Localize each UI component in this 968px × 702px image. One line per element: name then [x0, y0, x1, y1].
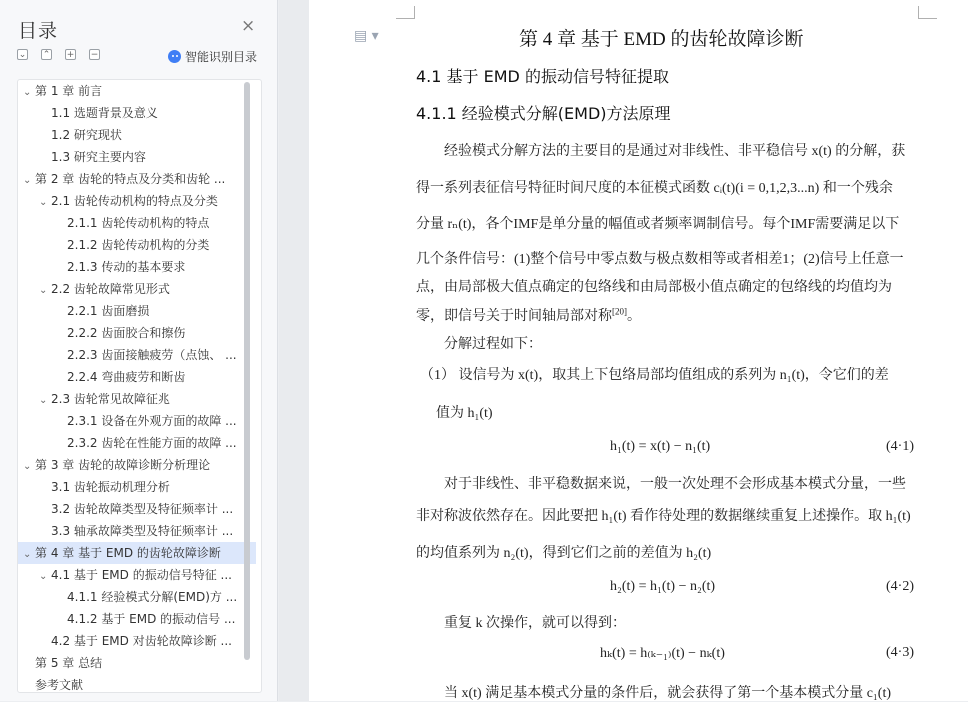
add-heading-icon[interactable]: + — [66, 50, 75, 60]
equation: hₖ(t) = h₍ₖ₋₁₎(t) − nₖ(t) — [600, 646, 725, 661]
toc-item[interactable] — [18, 608, 256, 630]
toc-item-label: 2.1.3 传动的基本要求 — [67, 260, 186, 274]
toc-item-label: 第 5 章 总结 — [35, 656, 103, 670]
toc-item-label: 2.2.3 齿面接触疲劳（点蚀、 ... — [67, 348, 237, 362]
ai-toc-button[interactable] — [168, 48, 257, 65]
paragraph-line: 得一系列表征信号特征时间尺度的本征模式函数 cᵢ(t)(i = 0,1,2,3...n) 和一个残余 — [416, 181, 893, 196]
toc-item[interactable] — [18, 432, 256, 454]
paragraph-text: 零，即信号关于时间轴局部对称 — [416, 309, 612, 324]
chevron-down-icon[interactable]: ⌄ — [39, 197, 48, 208]
citation-ref[interactable]: [20] — [612, 306, 627, 317]
equation: h₂(t) = h₁(t) − n₂(t) — [610, 579, 716, 594]
ai-robot-icon — [168, 50, 181, 63]
chevron-down-icon[interactable]: ⌄ — [23, 87, 32, 98]
paragraph-line: 分解过程如下： — [444, 337, 542, 352]
toc-scrollbar[interactable] — [244, 82, 250, 660]
toc-item[interactable] — [18, 278, 256, 300]
toc-item[interactable] — [18, 366, 256, 388]
section-heading: 4.1 基于 EMD 的振动信号特征提取 — [416, 67, 669, 86]
paragraph-line: 点，由局部极大值点确定的包络线和由局部极小值点确定的包络线的均值均为 — [416, 280, 892, 295]
toc-item[interactable] — [18, 146, 256, 168]
collapse-all-icon[interactable]: ⌄ — [18, 50, 27, 60]
equation: h₁(t) = x(t) − n₁(t) — [610, 439, 711, 454]
page-corner-mark-left — [396, 6, 415, 19]
paragraph-line: 对于非线性、非平稳数据来说，一般一次处理不会形成基本模式分量，一些 — [444, 477, 906, 492]
toc-item[interactable] — [18, 124, 256, 146]
chevron-down-icon[interactable]: ⌄ — [39, 571, 48, 582]
toc-item-label: 3.1 齿轮振动机理分析 — [51, 480, 170, 494]
paragraph-line: 重复 k 次操作，就可以得到： — [444, 616, 626, 631]
toc-item[interactable] — [18, 190, 256, 212]
toc-item[interactable] — [18, 520, 256, 542]
toc-item[interactable] — [18, 630, 256, 652]
toc-item-label: 4.1.1 经验模式分解(EMD)方 ... — [67, 590, 238, 604]
toc-item-label: 第 3 章 齿轮的故障诊断分析理论 — [35, 458, 211, 472]
toc-item-label: 2.2.1 齿面磨损 — [67, 304, 150, 318]
toc-item[interactable] — [18, 102, 256, 124]
toc-item[interactable] — [18, 256, 256, 278]
paragraph-line: （1） 设信号为 x(t)，取其上下包络局部均值组成的系列为 n₁(t)，令它们的差 — [420, 368, 889, 383]
toc-item[interactable] — [18, 344, 256, 366]
paragraph-line: 值为 h₁(t) — [436, 406, 493, 421]
toc-item-label: 2.3 齿轮常见故障征兆 — [51, 392, 170, 406]
toc-item-label: 3.2 齿轮故障类型及特征频率计 ... — [51, 502, 234, 516]
remove-heading-icon[interactable]: − — [90, 50, 99, 60]
toc-item[interactable] — [18, 652, 256, 674]
paragraph-line: 当 x(t) 满足基本模式分量的条件后，就会获得了第一个基本模式分量 c₁(t) — [444, 686, 892, 701]
toc-item-label: 4.1 基于 EMD 的振动信号特征 ... — [51, 568, 232, 582]
toc-item-label: 第 4 章 基于 EMD 的齿轮故障诊断 — [35, 546, 221, 560]
toc-item[interactable] — [18, 212, 256, 234]
toc-item[interactable] — [18, 498, 256, 520]
toc-item-label: 3.3 轴承故障类型及特征频率计 ... — [51, 524, 234, 538]
toc-item-label: 4.1.2 基于 EMD 的振动信号 ... — [67, 612, 236, 626]
chevron-down-icon[interactable]: ⌄ — [23, 175, 32, 186]
toc-item-label: 2.1.2 齿轮传动机构的分类 — [67, 238, 210, 252]
subsection-heading: 4.1.1 经验模式分解(EMD)方法原理 — [416, 104, 671, 123]
toc-item-label: 2.2.4 弯曲疲劳和断齿 — [67, 370, 186, 384]
toc-item[interactable] — [18, 234, 256, 256]
chapter-title: 第 4 章 基于 EMD 的齿轮故障诊断 — [519, 29, 804, 50]
toc-item-label: 2.2 齿轮故障常见形式 — [51, 282, 170, 296]
toc-item-label: 2.1.1 齿轮传动机构的特点 — [67, 216, 210, 230]
toc-item-label: 第 1 章 前言 — [35, 84, 103, 98]
document-menu-icon[interactable]: ▤ ▾ — [354, 28, 379, 44]
toc-item[interactable] — [18, 476, 256, 498]
close-icon[interactable]: × — [241, 16, 256, 36]
paragraph-line: 非对称波依然存在。因此要把 h₁(t) 看作待处理的数据继续重复上述操作。取 h₁(t) — [416, 509, 911, 524]
ai-toc-label: 智能识别目录 — [185, 50, 258, 64]
toc-item[interactable] — [18, 586, 256, 608]
chevron-down-icon[interactable]: ⌄ — [39, 285, 48, 296]
toc-title: 目录 — [18, 20, 59, 42]
toc-item[interactable] — [18, 80, 256, 102]
paragraph-line: 经验模式分解方法的主要目的是通过对非线性、非平稳信号 x(t) 的分解，获 — [444, 144, 906, 159]
toc-item[interactable] — [18, 300, 256, 322]
paragraph-line: 分量 rₙ(t)，各个IMF是单分量的幅值或者频率调制信号。每个IMF需要满足以下 — [416, 217, 900, 232]
toc-item-label: 2.3.2 齿轮在性能方面的故障 ... — [67, 436, 237, 450]
chevron-down-icon[interactable]: ⌄ — [23, 461, 32, 472]
equation-number: (4·3) — [886, 645, 914, 660]
toc-item-label: 2.2.2 齿面胶合和擦伤 — [67, 326, 186, 340]
toc-list — [17, 79, 262, 693]
paragraph-line: 的均值系列为 n₂(t)，得到它们之前的差值为 h₂(t) — [416, 546, 712, 561]
toc-item[interactable] — [18, 564, 256, 586]
chevron-down-icon[interactable]: ⌄ — [39, 395, 48, 406]
toc-item-label: 2.3.1 设备在外观方面的故障 ... — [67, 414, 237, 428]
toc-item-label: 1.3 研究主要内容 — [51, 150, 146, 164]
toc-item-label: 参考文献 — [35, 678, 84, 692]
toc-item[interactable] — [18, 542, 256, 564]
toc-item-label: 第 2 章 齿轮的特点及分类和齿轮 ... — [35, 172, 226, 186]
paragraph-line — [416, 305, 641, 325]
toc-item[interactable] — [18, 454, 256, 476]
toc-item[interactable] — [18, 674, 256, 693]
toc-item-label: 2.1 齿轮传动机构的特点及分类 — [51, 194, 218, 208]
expand-up-icon[interactable]: ⌃ — [42, 50, 51, 60]
toc-item-label: 4.2 基于 EMD 对齿轮故障诊断 ... — [51, 634, 232, 648]
equation-number: (4·1) — [886, 439, 914, 454]
toc-item-label: 1.1 选题背景及意义 — [51, 106, 158, 120]
toc-item[interactable] — [18, 388, 256, 410]
page-corner-mark-right — [918, 6, 937, 19]
toc-item-label: 1.2 研究现状 — [51, 128, 122, 142]
toc-item[interactable] — [18, 168, 256, 190]
toc-item[interactable] — [18, 410, 256, 432]
equation-number: (4·2) — [886, 579, 914, 594]
toc-panel — [0, 0, 278, 701]
paragraph-text: 。 — [627, 309, 641, 324]
toc-item[interactable] — [18, 322, 256, 344]
chevron-down-icon[interactable]: ⌄ — [23, 549, 32, 560]
paragraph-line: 几个条件信号：(1)整个信号中零点数与极点数相等或者相差1；(2)信号上任意一 — [416, 252, 904, 267]
